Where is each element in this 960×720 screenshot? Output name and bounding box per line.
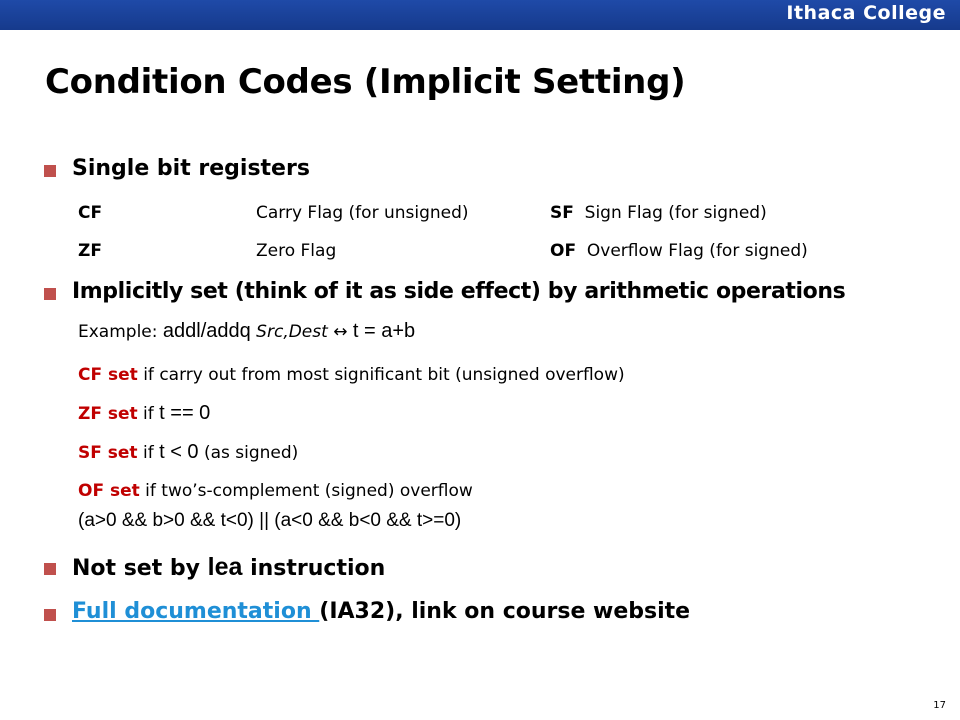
of-set-line [78,481,473,501]
page-number: 17 [933,700,946,711]
flag-abbr-of: OF [550,241,577,261]
example-src: Src [256,322,284,342]
zf-condition: t == 0 [159,402,211,424]
flag-abbr-sf: SF [550,203,574,223]
cf-set-line [78,365,625,385]
bullet-icon [44,165,56,177]
bullet-icon [44,288,56,300]
example-comma: , [283,322,289,342]
sf-if-text: if [137,443,160,463]
of-set-label: OF set [78,481,140,501]
bullet-heading-docs [72,599,690,624]
example-line [78,320,415,343]
docs-after: (IA32), link on course website [319,599,691,624]
of-condition-line [78,510,461,532]
bullet-heading-registers: Single bit registers [72,156,310,181]
slide-title: Condition Codes (Implicit Setting) [45,62,686,102]
of-set-text: if two’s-complement (signed) overflow [139,481,473,501]
zf-set-label: ZF set [78,404,138,424]
cf-set-label: CF set [78,365,138,385]
bullet-icon [44,609,56,621]
flag-row-cf-sf [78,203,767,223]
college-logo-text: Ithaca College [786,2,946,24]
flag-row-zf-of [78,241,808,261]
sf-tail: (as signed) [198,443,299,463]
lea-code: lea [207,553,243,581]
zf-set-line [78,402,210,425]
example-expression: t = a+b [352,320,416,342]
sf-set-label: SF set [78,443,138,463]
flag-of [550,241,808,261]
lea-before: Not set by [72,556,208,581]
sf-condition: t < 0 [159,441,199,463]
flag-desc-zf: Zero Flag [256,241,337,261]
sf-set-line [78,441,298,464]
flag-desc-of: Overflow Flag (for signed) [586,241,808,261]
flag-desc-cf: Carry Flag (for unsigned) [256,203,469,223]
flag-desc-sf: Sign Flag (for signed) [584,203,767,223]
flag-abbr-cf: CF [78,203,103,223]
lea-after: instruction [242,556,386,581]
zf-if-text: if [137,404,160,424]
arrow-icon: ↔ [327,322,353,342]
header-bar [0,0,960,30]
bullet-heading-implicit: Implicitly set (think of it as side effect) by arithmetic operations [72,279,846,304]
of-condition: (a>0 && b>0 && t<0) || (a<0 && b<0 && t>=0) [78,510,462,531]
cf-set-text: if carry out from most significant bit (unsigned overflow) [137,365,625,385]
example-label: Example: [78,322,163,342]
flag-abbr-zf: ZF [78,241,102,261]
example-dest: Dest [288,322,328,342]
documentation-link[interactable]: Full documentation [72,599,320,624]
bullet-icon [44,563,56,575]
flag-sf [550,203,767,223]
bullet-heading-lea [72,553,385,582]
example-instruction: addl/addq [162,320,251,342]
